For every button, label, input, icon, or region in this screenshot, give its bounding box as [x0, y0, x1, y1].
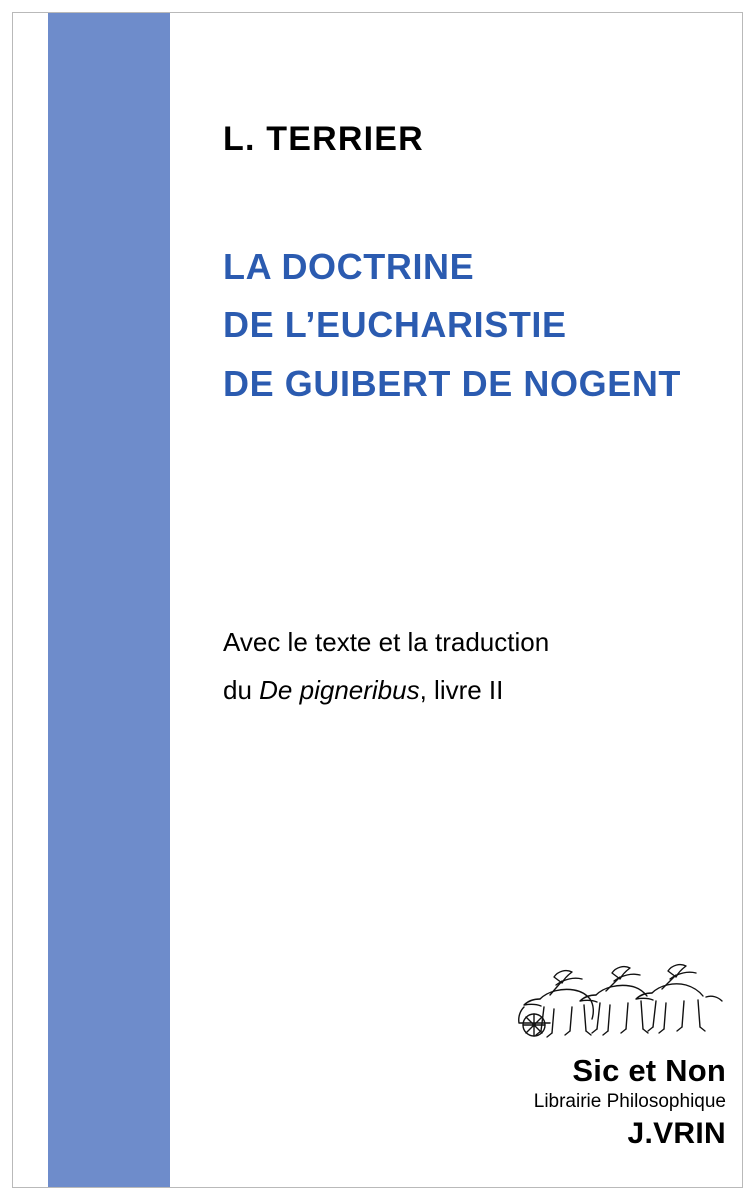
author-name: L. TERRIER [223, 120, 424, 158]
subtitle-work-title: De pigneribus [259, 675, 420, 706]
publisher-name: Sic et Non [572, 1052, 726, 1088]
chariot-horses-logo-icon [510, 955, 726, 1047]
subtitle-prefix: du [223, 675, 260, 706]
publisher-imprint: J.VRIN [627, 1117, 726, 1150]
book-title [223, 238, 681, 413]
book-subtitle [223, 618, 549, 714]
subtitle-line-2 [223, 666, 549, 714]
subtitle-suffix: , livre II [419, 675, 504, 706]
cover-content [223, 13, 742, 1187]
publisher-block [223, 955, 726, 1152]
title-line-2: DE L’EUCHARISTIE [223, 304, 567, 346]
spine-color-band [48, 13, 170, 1187]
title-line-3: DE GUIBERT DE NOGENT [223, 362, 682, 404]
publisher-description: Librairie Philosophique [533, 1091, 726, 1113]
subtitle-line-1: Avec le texte et la traduction [223, 627, 550, 657]
title-line-1: LA DOCTRINE [223, 246, 475, 287]
